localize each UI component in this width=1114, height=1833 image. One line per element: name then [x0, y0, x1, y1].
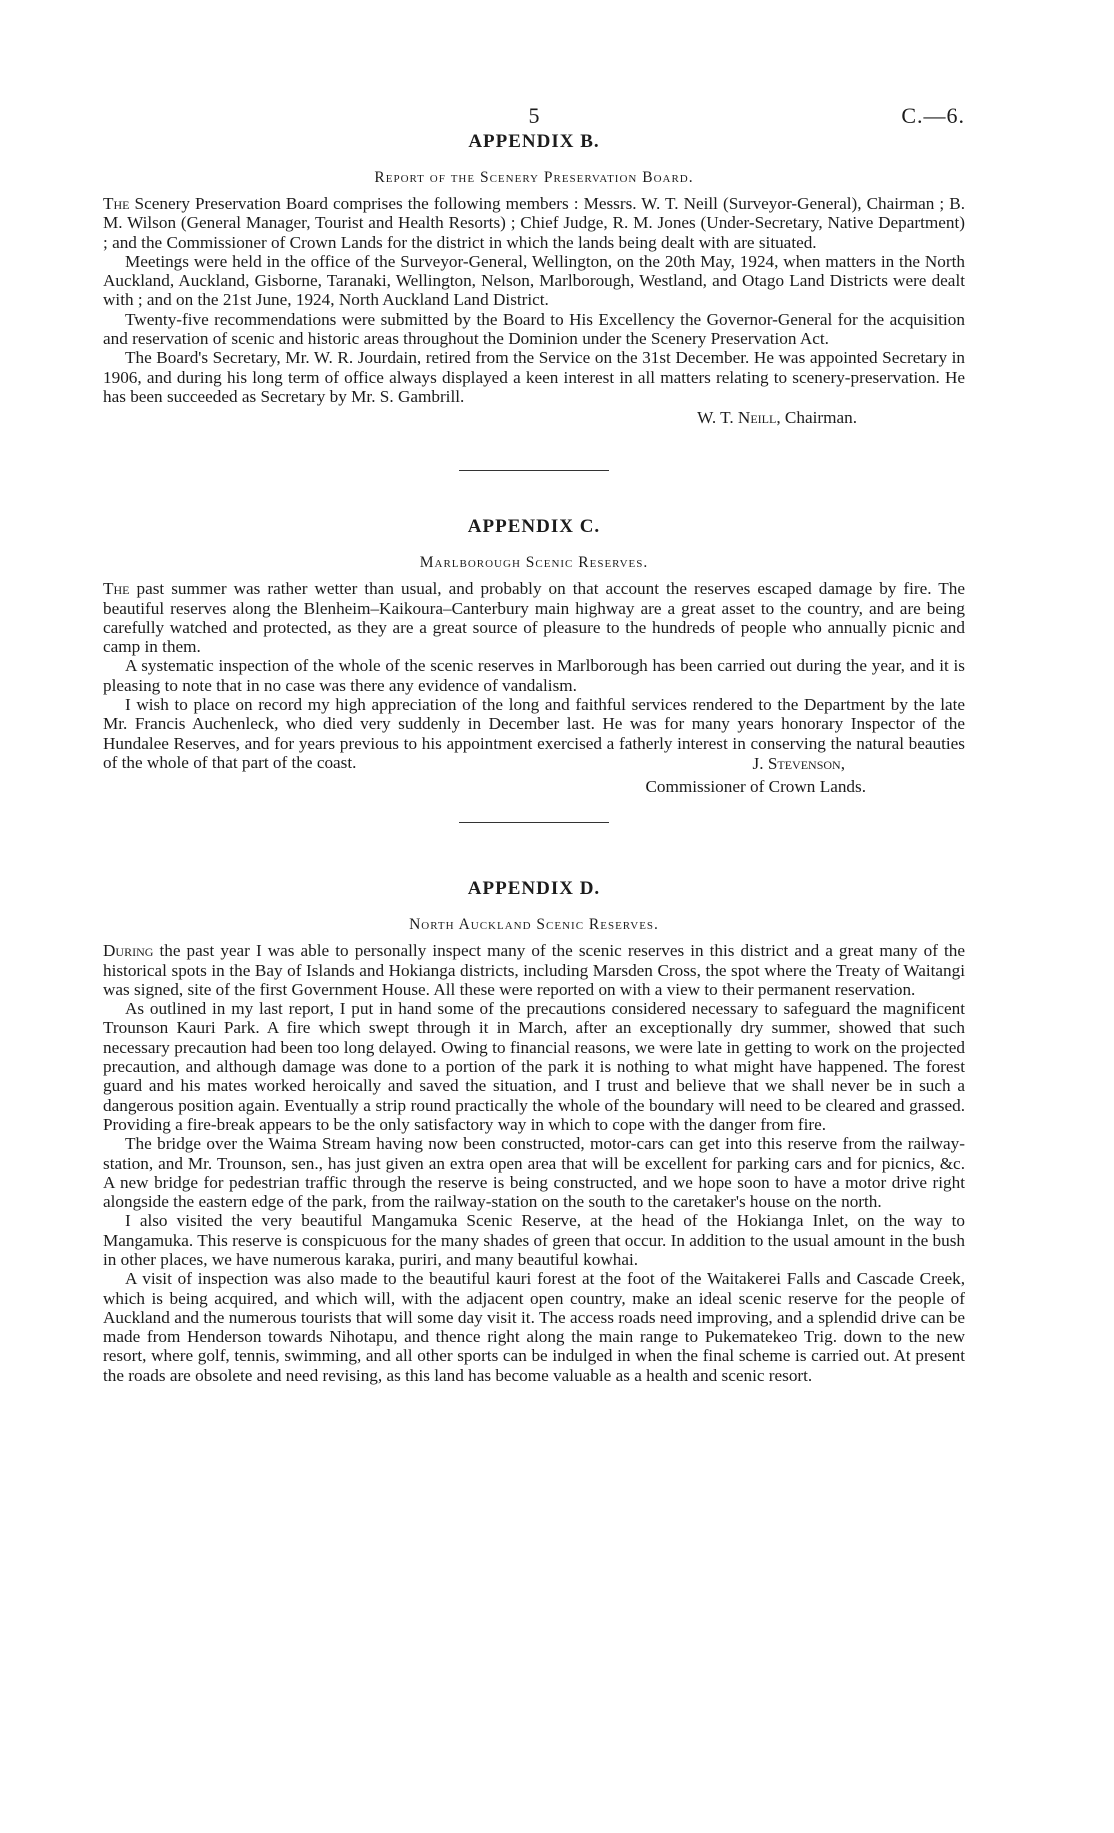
- paragraph: The bridge over the Waima Stream having now been constructed, motor-cars can get into this reserve from the railway-station, and Mr. Trounson, sen., has just given an extra open area that will be excellent for parking cars and for picnics, &c. A new bridge for pedestrian traffic through the reserve is being constructed, and we hope soon to have a motor drive right alongside the eastern edge of the park, from the railway-station on the south to the caretaker's house on the north.: [103, 1134, 965, 1212]
- appendix-c-title: APPENDIX C.: [467, 516, 601, 538]
- appendix-d-section: [103, 875, 965, 1385]
- page-header: [103, 0, 965, 128]
- paragraph: The past summer was rather wetter than usual, and probably on that account the reserves escaped damage by fire. The beautiful reserves along the Blenheim–Kaikoura–Canterbury main highway are a great asset to the country, and are being carefully watched and protected, as they are a great source of pleasure to the hundreds of people who annually picnic and camp in them.: [103, 579, 965, 657]
- section-divider: [459, 470, 609, 471]
- paragraph: The Scenery Preservation Board comprises the following members : Messrs. W. T. Neill (Surveyor-General), Chairman ; B. M. Wilson (General Manager, Tourist and Health Resorts) ; Chief Judge, R. M. Jones (Under-Secretary, Native Department) ; and the Commissioner of Crown Lands for the district in which the lands being dealt with are situated.: [103, 194, 965, 252]
- document-page: [103, 0, 965, 1385]
- drop-lead: During: [103, 941, 154, 961]
- appendix-b-section: [103, 128, 965, 428]
- paragraph: The Board's Secretary, Mr. W. R. Jourdain, retired from the Service on the 31st December. He was appointed Secretary in 1906, and during his long term of office always displayed a keen interest in all matters relating to scenery-preservation. He has been succeeded as Secretary by Mr. S. Gambrill.: [103, 348, 965, 406]
- paragraph: As outlined in my last report, I put in hand some of the precautions considered necessary to safeguard the magnificent Trounson Kauri Park. A fire which swept through it in March, after an exceptionally dry summer, showed that such necessary precaution had been too long delayed. Owing to financial reasons, we were late in getting to work on the projected precaution, and although damage was done to a portion of the park it is nothing to what might have happened. The forest guard and his mates worked heroically and saved the situation, and I trust and believe that we shall never be in such a dangerous position again. Eventually a strip round practically the whole of the boundary will need to be cleared and grassed. Providing a fire-break appears to be the only satisfactory way in which to cope with the danger from fire.: [103, 999, 965, 1134]
- paragraph: Meetings were held in the office of the Surveyor-General, Wellington, on the 20th May, 1924, when matters in the North Auckland, Auckland, Gisborne, Taranaki, Wellington, Nelson, Marlborough, Westland, and Otago Land Districts were dealt with ; and on the 21st June, 1924, North Auckland Land District.: [103, 251, 965, 310]
- appendix-d-subtitle: North Auckland Scenic Reserves.: [409, 916, 659, 934]
- appendix-c-subtitle: Marlborough Scenic Reserves.: [419, 554, 649, 572]
- appendix-c-section: [103, 513, 965, 816]
- signatory-title: Commissioner of Crown Lands.: [645, 777, 866, 797]
- paragraph: A systematic inspection of the whole of the scenic reserves in Marlborough has been carried out during the year, and it is pleasing to note that in no case was there any evidence of vandalism.: [103, 656, 965, 695]
- signature: W. T. Neill, Chairman.: [697, 408, 857, 428]
- appendix-d-title: APPENDIX D.: [467, 878, 601, 900]
- signature: [103, 754, 965, 816]
- appendix-b-subtitle: Report of the Scenery Preservation Board.: [374, 169, 694, 186]
- paragraph: A visit of inspection was also made to the beautiful kauri forest at the foot of the Waitakerei Falls and Cascade Creek, which is being acquired, and which will, with the adjacent open country, make an ideal scenic reserve for the people of Auckland and the numerous tourists that will some day visit it. The access roads need improving, and a splendid drive can be made from Henderson towards Nihotapu, and thence right along the main range to Pukematekeo Trig. down to the new resort, where golf, tennis, swimming, and all other sports can be indulged in when the final scheme is carried out. At present the roads are obsolete and need revising, as this land has become valuable as a health and scenic resort.: [103, 1269, 965, 1385]
- paragraph: During the past year I was able to personally inspect many of the scenic reserves in this district and a great many of the historical spots in the Bay of Islands and Hokianga districts, including Marsden Cross, the spot where the Treaty of Waitangi was signed, site of the first Government House. All these were reported on with a view to their permanent reservation.: [103, 941, 965, 999]
- page-number: 5: [528, 103, 540, 128]
- signatory-name: J. Stevenson,: [752, 754, 845, 774]
- paragraph: Twenty-five recommendations were submitted by the Board to His Excellency the Governor-General for the acquisition and reservation of scenic and historic areas throughout the Dominion under the Scenery Preservation Act.: [103, 309, 965, 349]
- appendix-b-title: APPENDIX B.: [468, 131, 600, 152]
- drop-lead: The: [103, 579, 130, 599]
- paragraph: I wish to place on record my high appreciation of the long and faithful services rendered to the Department by the late Mr. Francis Auchenleck, who died very suddenly in December last. He was for many years honorary Inspector of the Hundalee Reserves, and for years previous to his appointment exercised a fatherly interest in conserving the natural beauties of the whole of that part of the coast.: [103, 695, 965, 772]
- drop-lead: The: [103, 194, 130, 213]
- document-reference: C.—6.: [901, 103, 965, 128]
- section-divider: [459, 822, 609, 823]
- paragraph: I also visited the very beautiful Mangamuka Scenic Reserve, at the head of the Hokianga Inlet, on the way to Mangamuka. This reserve is conspicuous for the many shades of green that occur. In addition to the usual amount in the bush in other places, we have numerous karaka, puriri, and many beautiful kowhai.: [103, 1211, 965, 1269]
